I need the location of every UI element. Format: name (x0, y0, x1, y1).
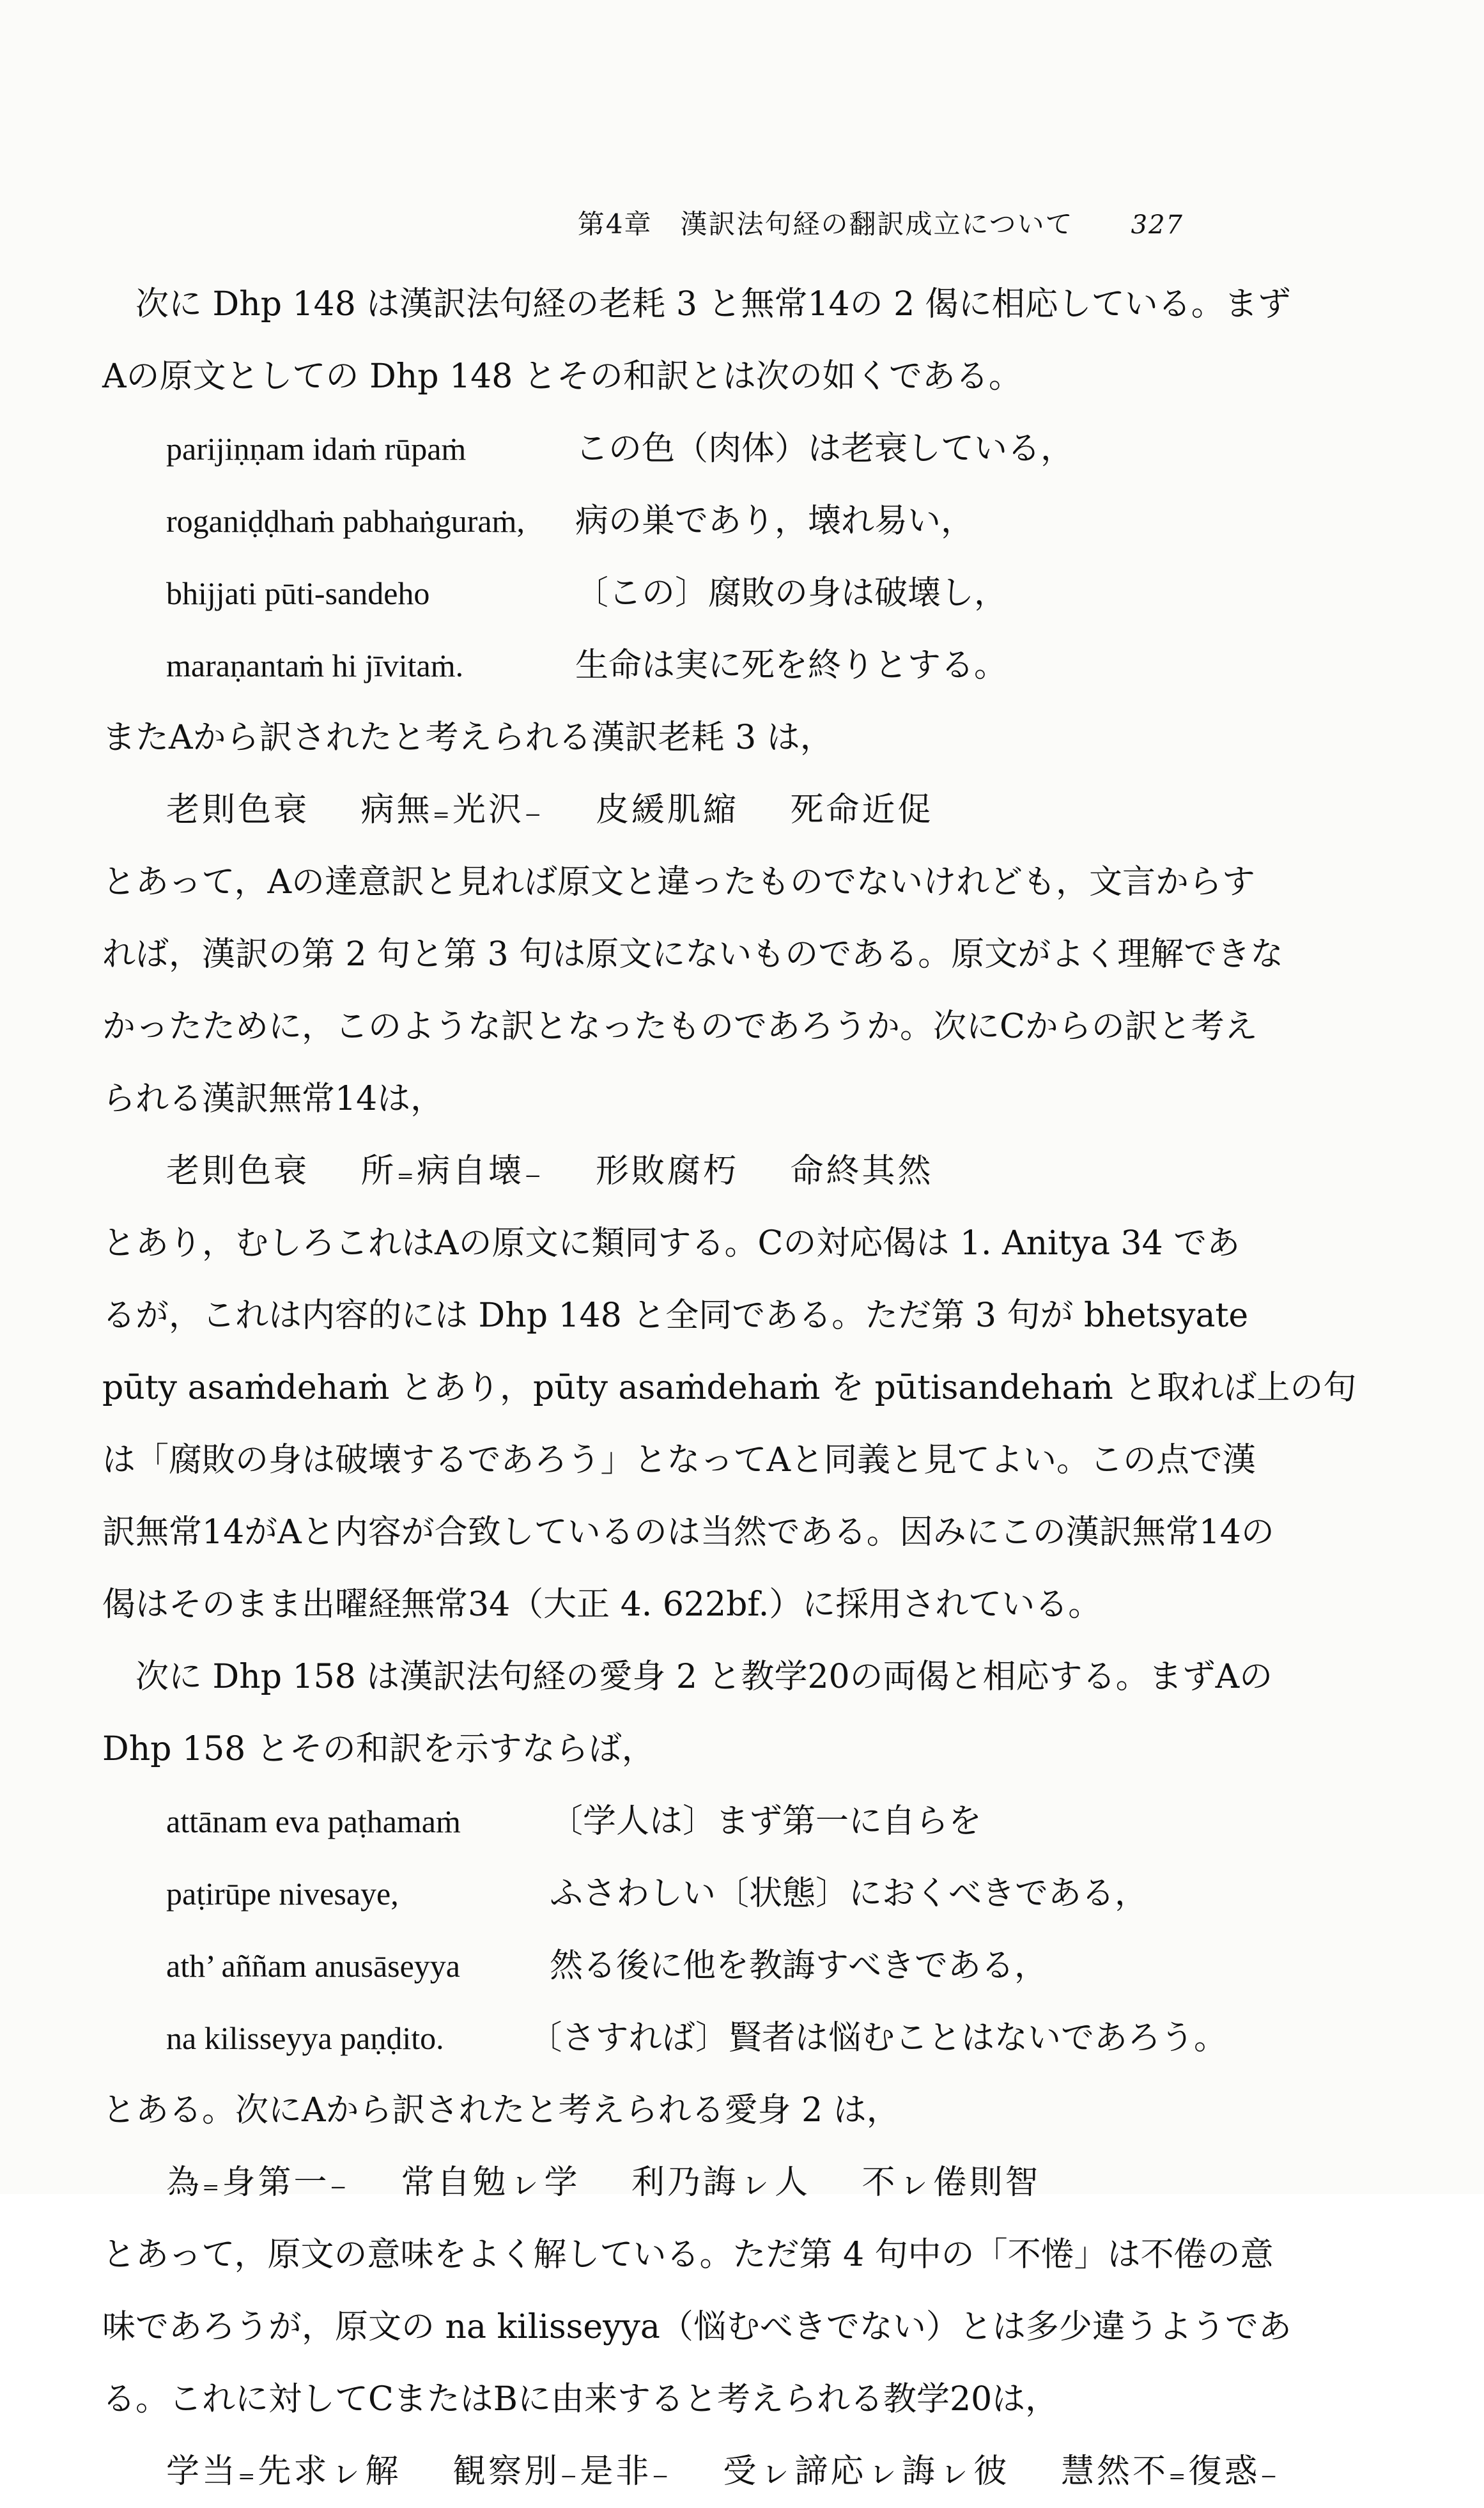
kanbun-phrase: 利乃誨ㇾ人 (631, 2163, 810, 2202)
verse-row (102, 2002, 1227, 2075)
pali-verse: maraṇantaṁ hi jīvitaṁ. (166, 648, 464, 683)
verse-row (102, 1930, 1227, 2002)
paragraph-line: は「腐敗の身は破壊するであろう」となってAと同義と見てよい。この点で漢 (102, 1441, 1256, 1479)
translation: 生命は実に死を終りとする。 (575, 646, 1008, 685)
kanbun-phrase: 常自勉ㇾ学 (401, 2163, 580, 2202)
verse-row (102, 1786, 1227, 1858)
verse-block-dhp148 (102, 413, 1227, 702)
paragraph-line: 味であろうが，原文の na kilisseyya（悩むべきでない）とは多少違うようであ (102, 2308, 1292, 2346)
kanbun-phrase: 形敗腐朽 (595, 1152, 739, 1190)
kanbun-phrase: 不ㇾ倦則智 (862, 2163, 1041, 2202)
paragraph-line: 次に Dhp 158 は漢訳法句経の愛身 2 と教学20の両偈と相応する。まずAの (135, 1658, 1273, 1696)
page-number: 327 (1131, 210, 1184, 240)
kanbun-phrase: 慧然不₌復惑₋ (1060, 2452, 1280, 2491)
pali-verse: ath’ aññam anusāseyya (166, 1948, 460, 1984)
main-text (102, 269, 1357, 2508)
kanbun-phrase: 学当₌先求ㇾ解 (166, 2452, 401, 2491)
kanbun-verse-rouko3 (102, 774, 1227, 846)
translation: 病の巣であり，壊れ易い， (575, 502, 975, 540)
kanbun-phrase: 病無₌光沢₋ (360, 791, 545, 829)
translation: 然る後に他を教誨すべきである， (550, 1947, 1047, 1985)
kanbun-verse-kyougaku20 (102, 2436, 1280, 2508)
kanbun-phrase: 観察別₋是非₋ (452, 2452, 672, 2491)
paragraph-line: とある。次にAから訳されたと考えられる愛身 2 は， (102, 2091, 900, 2130)
running-header (578, 203, 1184, 242)
pali-verse: na kilisseyya paṇḍito. (166, 2020, 444, 2056)
translation: 〔学人は〕まず第一に自らを (550, 1802, 982, 1841)
kanbun-phrase: 受ㇾ諦応ㇾ誨ㇾ彼 (723, 2452, 1010, 2491)
paragraph-line: とあり，むしろこれはAの原文に類同する。Cの対応偈は 1. Anitya 34 であ (102, 1224, 1241, 1263)
kanbun-phrase: 皮緩肌縮 (595, 791, 739, 829)
kanbun-verse-aishin2 (102, 2147, 1227, 2219)
pali-verse: paṭirūpe nivesaye, (166, 1876, 399, 1912)
pali-verse: attānam eva paṭhamaṁ (166, 1803, 461, 1839)
verse-row (102, 1858, 1227, 1930)
paragraph-line: るが，これは内容的には Dhp 148 と全同である。ただ第 3 句が bhetsyate (102, 1297, 1249, 1335)
paragraph-line: Dhp 158 とその和訳を示すならば， (102, 1730, 655, 1768)
paragraph-line: とあって，原文の意味をよく解している。ただ第 4 句中の「不惓」は不倦の意 (102, 2236, 1274, 2274)
paragraph-line: とあって，Aの達意訳と見れば原文と違ったものでないけれども，文言からす (102, 863, 1255, 901)
paragraph-line: 訳無常14がAと内容が合致しているのは当然である。因みにこの漢訳無常14の (102, 1513, 1274, 1552)
kanbun-phrase: 老則色衰 (166, 1152, 310, 1190)
pali-verse: roganiḍḍhaṁ pabhaṅguraṁ, (166, 503, 525, 539)
paragraph-line: られる漢訳無常14は， (102, 1080, 444, 1118)
verse-block-dhp158 (102, 1786, 1227, 2075)
pali-verse: bhijjati pūti-sandeho (166, 575, 430, 611)
paragraph-line: Aの原文としての Dhp 148 とその和訳とは次の如くである。 (102, 357, 1022, 396)
verse-row (102, 413, 1227, 485)
verse-row (102, 630, 1227, 702)
paragraph-line: かったために，このような訳となったものであろうか。次にCからの訳と考え (102, 1008, 1258, 1046)
translation: 〔さすれば〕賢者は悩むことはないであろう。 (529, 2019, 1227, 2057)
translation: ふさわしい〔状態〕におくべきである， (550, 1874, 1148, 1913)
paragraph-line: pūty asaṁdehaṁ とあり，pūty asaṁdehaṁ を pūtisandehaṁ と取れば上の句 (102, 1369, 1357, 1407)
kanbun-phrase: 所₌病自壊₋ (360, 1152, 545, 1190)
paragraph-line: る。これに対してCまたはBに由来すると考えられる教学20は， (102, 2380, 1059, 2418)
verse-row (102, 557, 1227, 630)
chapter-title: 第4章 漢訳法句経の翻訳成立について (577, 208, 1074, 240)
translation: 〔この〕腐敗の身は破壊し， (575, 574, 1008, 612)
paragraph-line: 偈はそのまま出曜経無常34（大正 4. 622bf.）に採用されている。 (102, 1585, 1102, 1624)
paragraph-line: れば，漢訳の第 2 句と第 3 句は原文にないものである。原文がよく理解できな (102, 935, 1284, 974)
paragraph-line: またAから訳されたと考えられる漢訳老耗 3 は， (102, 719, 833, 757)
kanbun-phrase: 為₌身第一₋ (166, 2163, 350, 2202)
kanbun-verse-mujou14 (102, 1135, 1227, 1208)
verse-row (102, 485, 1227, 557)
paragraph-line: 次に Dhp 148 は漢訳法句経の老耗 3 と無常14の 2 偈に相応している。まず (135, 285, 1291, 323)
kanbun-phrase: 死命近促 (790, 791, 934, 829)
pali-verse: parijiṇṇam idaṁ rūpaṁ (166, 431, 467, 467)
kanbun-phrase: 命終其然 (790, 1152, 934, 1190)
translation: この色（肉体）は老衰している， (575, 430, 1074, 468)
kanbun-phrase: 老則色衰 (166, 791, 310, 829)
